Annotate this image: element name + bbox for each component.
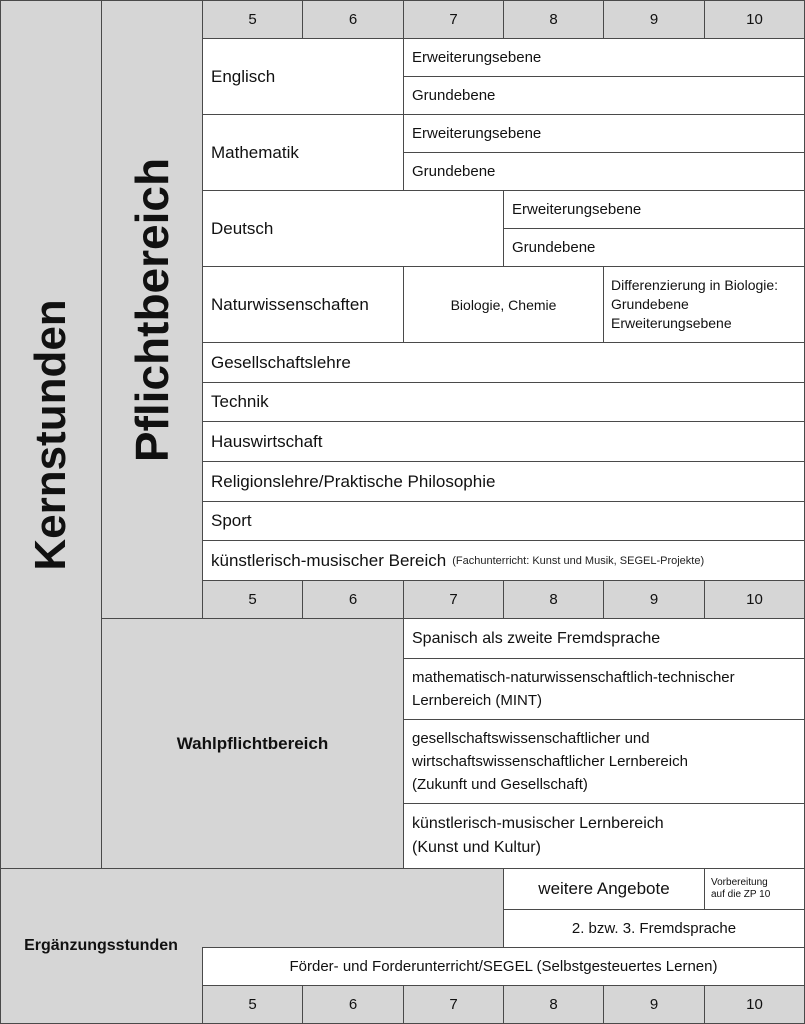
grade-header-bottom-8: 8 xyxy=(503,985,604,1024)
diff-line-1: Differenzierung in Biologie: xyxy=(611,277,779,293)
mint-line-1: mathematisch-naturwissenschaftlich-technischer xyxy=(412,669,735,686)
subject-sport: Sport xyxy=(202,501,805,541)
grade-header-top-6: 6 xyxy=(302,0,404,39)
subject-mathematik: Mathematik xyxy=(202,114,404,191)
naturwissenschaften-differenzierung xyxy=(603,266,805,343)
kunst-kultur-line-1: künstlerisch-musischer Lernbereich xyxy=(412,815,664,832)
wahlpflicht-kunst-kultur xyxy=(403,803,805,869)
grade-header-mid-5: 5 xyxy=(202,580,303,619)
subject-technik: Technik xyxy=(202,382,805,422)
vorbereitung-zp10 xyxy=(704,868,805,910)
deutsch-grundebene: Grundebene xyxy=(503,228,805,267)
subject-deutsch: Deutsch xyxy=(202,190,504,267)
naturwissenschaften-biologie-chemie: Biologie, Chemie xyxy=(403,266,604,343)
grade-header-bottom-10: 10 xyxy=(704,985,805,1024)
grade-header-mid-6: 6 xyxy=(302,580,404,619)
subject-gesellschaftslehre: Gesellschaftslehre xyxy=(202,342,805,383)
mathematik-erweiterungsebene: Erweiterungsebene xyxy=(403,114,805,153)
englisch-grundebene: Grundebene xyxy=(403,76,805,115)
wahlpflichtbereich-label: Wahlpflichtbereich xyxy=(101,618,404,869)
subject-hauswirtschaft: Hauswirtschaft xyxy=(202,421,805,462)
vorbereitung-line-2: auf die ZP 10 xyxy=(711,889,771,900)
kernstunden-label: Kernstunden xyxy=(26,298,75,571)
foerder-forderunterricht: Förder- und Forderunterricht/SEGEL (Selbstgesteuertes Lernen) xyxy=(202,947,805,986)
englisch-erweiterungsebene: Erweiterungsebene xyxy=(403,38,805,77)
wahlpflicht-gesellschaft xyxy=(403,719,805,804)
kunst-musik-label: künstlerisch-musischer Bereich xyxy=(211,550,447,570)
grade-header-mid-8: 8 xyxy=(503,580,604,619)
grade-header-mid-7: 7 xyxy=(403,580,504,619)
fremdsprache: 2. bzw. 3. Fremdsprache xyxy=(503,909,805,948)
grade-header-top-7: 7 xyxy=(403,0,504,39)
grade-header-bottom-5: 5 xyxy=(202,985,303,1024)
kunst-kultur-line-2: (Kunst und Kultur) xyxy=(412,839,541,856)
mint-line-2: Lernbereich (MINT) xyxy=(412,692,543,709)
subject-religion: Religionslehre/Praktische Philosophie xyxy=(202,461,805,502)
grade-header-top-5: 5 xyxy=(202,0,303,39)
grade-header-bottom-9: 9 xyxy=(603,985,705,1024)
diff-line-3: Erweiterungsebene xyxy=(611,315,732,331)
mathematik-grundebene: Grundebene xyxy=(403,152,805,191)
gesellschaft-line-3: (Zukunft und Gesellschaft) xyxy=(412,776,588,793)
subject-kunst-musik xyxy=(202,540,805,581)
gesellschaft-line-2: wirtschaftswissenschaftlicher Lernbereich xyxy=(412,753,688,770)
kernstunden-column xyxy=(0,0,102,869)
pflichtbereich-column xyxy=(101,0,203,619)
grade-header-bottom-6: 6 xyxy=(302,985,404,1024)
ergaenzungsstunden-label: Ergänzungsstunden xyxy=(24,937,178,954)
diff-line-2: Grundebene xyxy=(611,296,689,312)
pflichtbereich-label: Pflichtbereich xyxy=(126,157,178,462)
weitere-angebote: weitere Angebote xyxy=(503,868,705,910)
subject-naturwissenschaften: Naturwissenschaften xyxy=(202,266,404,343)
kunst-musik-note: (Fachunterricht: Kunst und Musik, SEGEL-Projekte) xyxy=(452,554,705,567)
grade-header-mid-9: 9 xyxy=(603,580,705,619)
deutsch-erweiterungsebene: Erweiterungsebene xyxy=(503,190,805,229)
grade-header-top-10: 10 xyxy=(704,0,805,39)
grade-header-top-9: 9 xyxy=(603,0,705,39)
wahlpflicht-mint xyxy=(403,658,805,720)
vorbereitung-line-1: Vorbereitung xyxy=(711,877,768,888)
wahlpflicht-spanisch: Spanisch als zweite Fremdsprache xyxy=(403,618,805,659)
grade-header-mid-10: 10 xyxy=(704,580,805,619)
grade-header-top-8: 8 xyxy=(503,0,604,39)
subject-englisch: Englisch xyxy=(202,38,404,115)
grade-header-bottom-7: 7 xyxy=(403,985,504,1024)
gesellschaft-line-1: gesellschaftswissenschaftlicher und xyxy=(412,730,650,747)
